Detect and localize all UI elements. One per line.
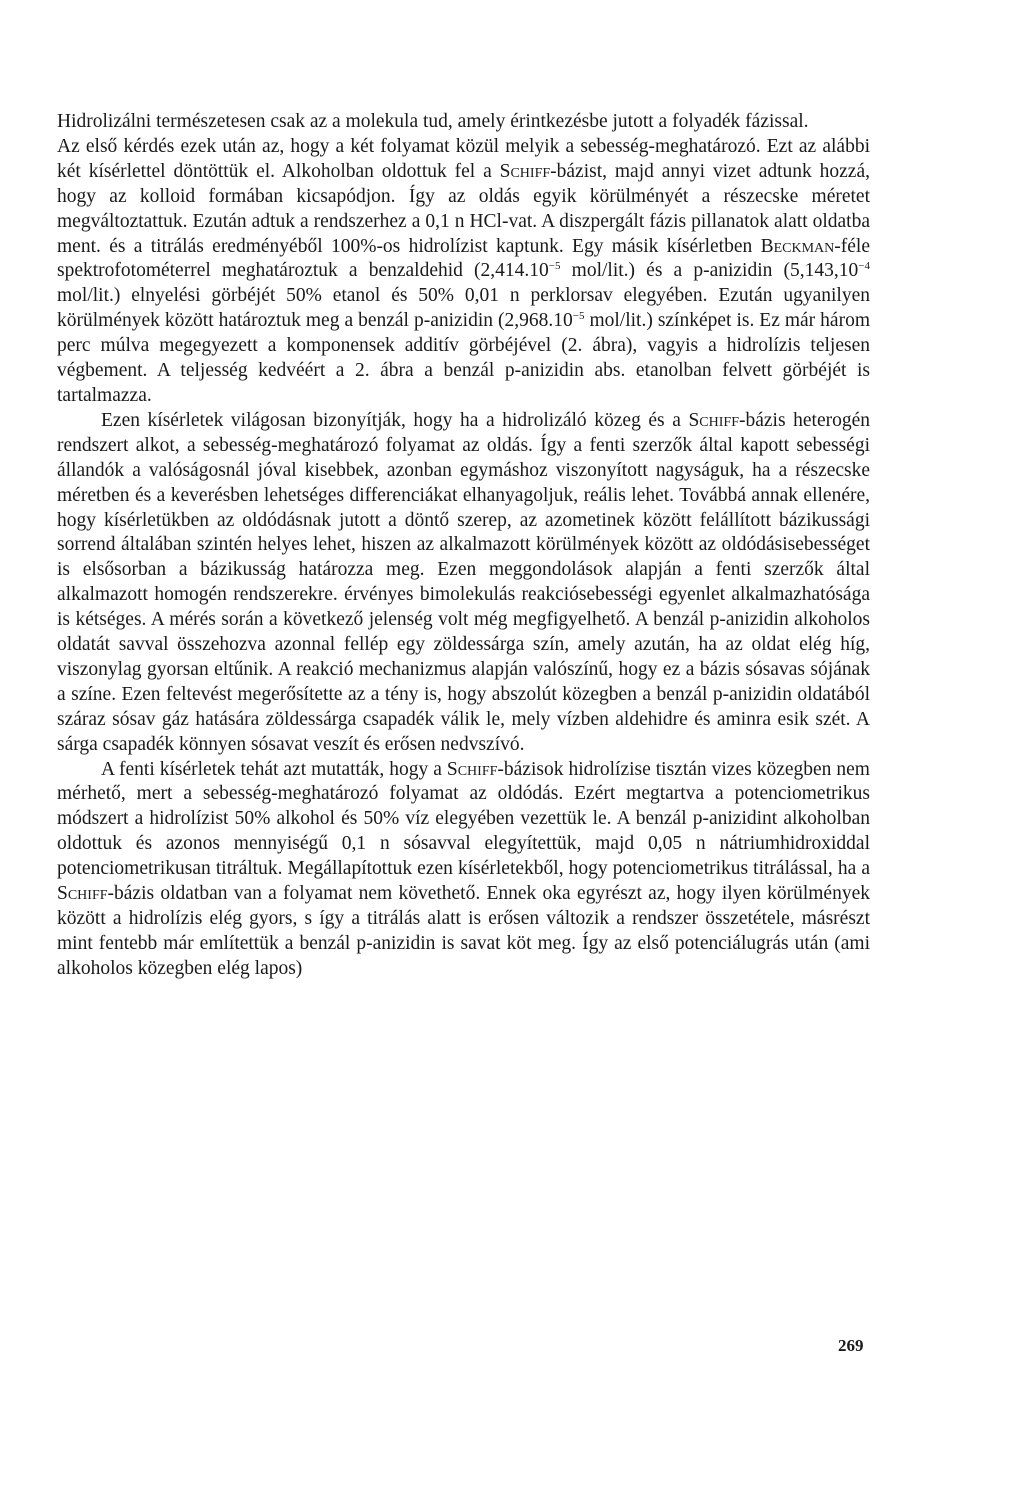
exponent: −5: [548, 260, 561, 273]
text-run: Hidrolizálni természetesen csak az a molekula tud, amely érintkezésbe jutott a folyadék fázissal.: [57, 111, 809, 132]
text-run: -féle spektrofotométerrel meghatároztuk a benzaldehid (2,414.10: [57, 235, 870, 282]
paragraph: [57, 758, 870, 982]
text-run: mol/lit.) és a p-anizidin (5,143,10: [560, 260, 859, 282]
page-number: 269: [838, 1336, 864, 1355]
text-run: mol/lit.) színképet is. Ez már három perc múlva megegyezett a komponensek additív görbéjével (2. ábra), vagyis a hidrolízis teljesen végbement. A teljesség kedvéért a 2. ábra a benzál p-anizidin abs. etanolban felvett görbéjét is tartalmazza.: [57, 310, 870, 406]
paragraph: [57, 135, 870, 409]
small-caps-name: Schiff: [688, 409, 739, 431]
exponent: −4: [858, 260, 870, 273]
paragraph: [57, 110, 870, 135]
text-run: A fenti kísérletek tehát azt mutatták, hogy a: [101, 758, 447, 780]
small-caps-name: Beckman: [760, 235, 835, 257]
body-text: [57, 110, 870, 982]
text-run: -bázis oldatban van a folyamat nem követhető. Ennek oka egyrészt az, hogy ilyen körülmények között a hidrolízis elég gyors, s így a titrálás alatt is erősen változik a rendszer összetétele, másrészt mint fentebb már említettük a benzál p-anizidin is savat köt meg. Így az első potenciálugrás után (ami alkoholos közegben elég lapos): [57, 883, 870, 979]
text-run: Az első kérdés ezek után az, hogy a két folyamat közül melyik a sebesség-meghatározó. Ezt az alábbi két kísérlettel döntöttük el. Alkoholban oldottuk fel a: [57, 135, 870, 182]
text-run: -bázisok hidrolízise tisztán vizes közegben nem mérhető, mert a sebesség-meghatározó folyamat az oldódás. Ezért megtartva a potenciometrikus módszert a hidrolízist 50% alkohol és 50% víz elegyében vezettük le. A benzál p-anizidint alkoholban oldottuk és azonos mennyiségű 0,1 n sósavval elegyítettük, majd 0,05 n nátriumhidroxiddal potenciometrikusan titráltuk. Megállapítottuk ezen kísérletekből, hogy potenciometrikus titrálással, ha a: [57, 758, 870, 880]
small-caps-name: Schiff: [499, 160, 551, 182]
text-run: -bázist, majd annyi vizet adtunk hozzá, hogy az kolloid formában kicsapódjon. Így az oldás egyik körülményét a részecske méretet megváltoztattuk. Ezután adtuk a rendszerhez a 0,1 n HCl-vat. A diszpergált fázis pillanatok alatt oldatba ment. és a titrálás eredményéből 100%-os hidrolízist kaptunk. Egy másik kísérletben: [57, 160, 870, 257]
text-run: mol/lit.) elnyelési görbéjét 50% etanol és 50% 0,01 n perklorsav elegyében. Ezután ugyanilyen körülmények között határoztuk meg a benzál p-anizidin (2,968.10: [57, 285, 870, 332]
text-run: -bázis heterogén rendszert alkot, a sebesség-meghatározó folyamat az oldás. Így a fenti szerzők által kapott sebességi állandók a valóságosnál jóval kisebbek, azonban egymáshoz viszonyított nagyságuk, ha a részecske méretben és a keverésben lehetséges differenciákat elhanyagoljuk, reális lehet. Továbbá annak ellenére, hogy kísérletükben az oldódásnak jutott a döntő szerep, az azometinek között felállított bázikussági sorrend általában szintén helyes lehet, hiszen az alkalmazott körülmények között az oldódásisebességet is elsősorban a bázikusság határozza meg. Ezen meggondolások alapján a fenti szerzők által alkalmazott homogén rendszerekre. érvényes bimolekulás reakciósebességi egyenlet alkalmazhatósága is kétséges. A mérés során a következő jelenség volt még megfigyelhető. A benzál p-anizidin alkoholos oldatát savval összehozva azonnal fellép egy zöldessárga szín, amely azután, ha az oldat elég híg, viszonylag gyorsan eltűnik. A reakció mechanizmus alapján valószínű, hogy ez a bázis sósavas sójának a színe. Ezen feltevést megerősítette az a tény is, hogy abszolút közegben a benzál p-anizidin oldatából száraz sósav gáz hatására zöldessárga csapadék válik le, mely vízben aldehidre és aminra esik szét. A sárga csapadék könnyen sósavat veszít és erősen nedvszívó.: [57, 409, 870, 755]
text-run: Ezen kísérletek világosan bizonyítják, hogy ha a hidrolizáló közeg és a: [101, 409, 689, 431]
exponent: −5: [572, 310, 585, 323]
paragraph: [57, 409, 870, 758]
small-caps-name: Schiff: [57, 883, 108, 905]
small-caps-name: Schiff: [446, 758, 498, 780]
